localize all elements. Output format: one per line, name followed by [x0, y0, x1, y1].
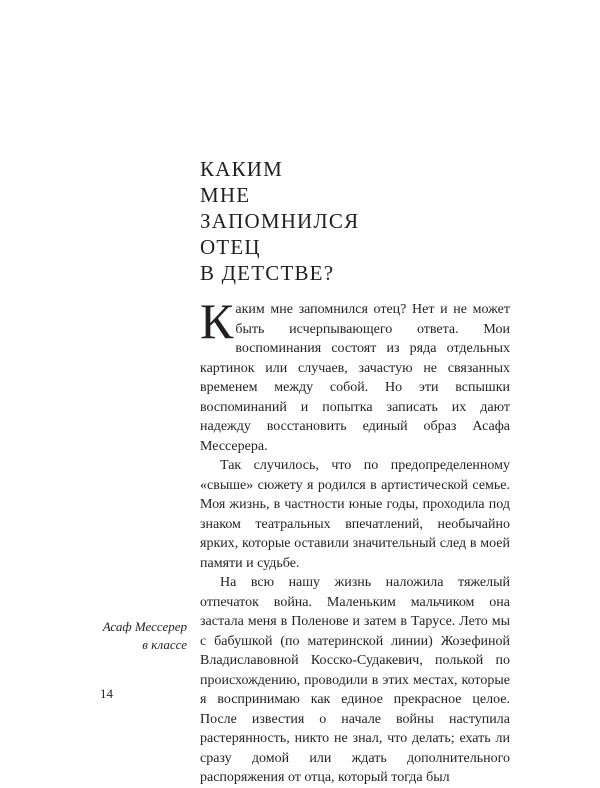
chapter-title-line: ЗАПОМНИЛСЯ [200, 209, 360, 233]
drop-cap: К [200, 293, 234, 349]
paragraph: На всю нашу жизнь наложила тяжелый отпечаток война. Маленьким мальчиком она застала меня в Поленове и затем в Тарусе. Лето мы с бабушкой (по материнской линии) Жозефиной Владиславовной Косско-Судакевич, полькой по происхождению, проводили в этих местах, которые я воспринимаю как единое прекрасное целое. После известия о начале войны наступила растерянность, никто не знал, что делать; ехать ли сразу домой или ждать дополнительного распоряжения от отца, который тогда был [200, 575, 510, 785]
photo-caption [103, 618, 187, 654]
paragraph [200, 293, 510, 456]
body-text [200, 293, 510, 788]
paragraph-text: аким мне запомнился отец? Нет и не может быть исчерпывающего ответа. Мои воспоминания состоят из ряда отдельных картинок или случаев, зачастую не связанных временем между собой. Но эти вспышки воспоминаний и попытка записать их дают надежду восстановить единый образ Асафа Мессерера. [200, 302, 510, 454]
chapter-title-line: В ДЕТСТВЕ? [200, 261, 335, 285]
chapter-title-line: МНЕ [200, 183, 251, 207]
chapter-title-line: КАКИМ [200, 157, 284, 181]
paragraph: Так случилось, что по предопределенному «свыше» сюжету я родился в артистической семье. Моя жизнь, в частности юные годы, проходила под знаком театральных впечатлений, необычайно ярких, которые оставили значительный след в моей памяти и судьбе. [200, 458, 510, 571]
caption-line: в классе [142, 637, 187, 652]
caption-line: Асаф Мессерер [102, 619, 187, 634]
chapter-title-line: ОТЕЦ [200, 235, 261, 259]
chapter-title [200, 156, 359, 286]
page-number: 14 [100, 686, 113, 701]
